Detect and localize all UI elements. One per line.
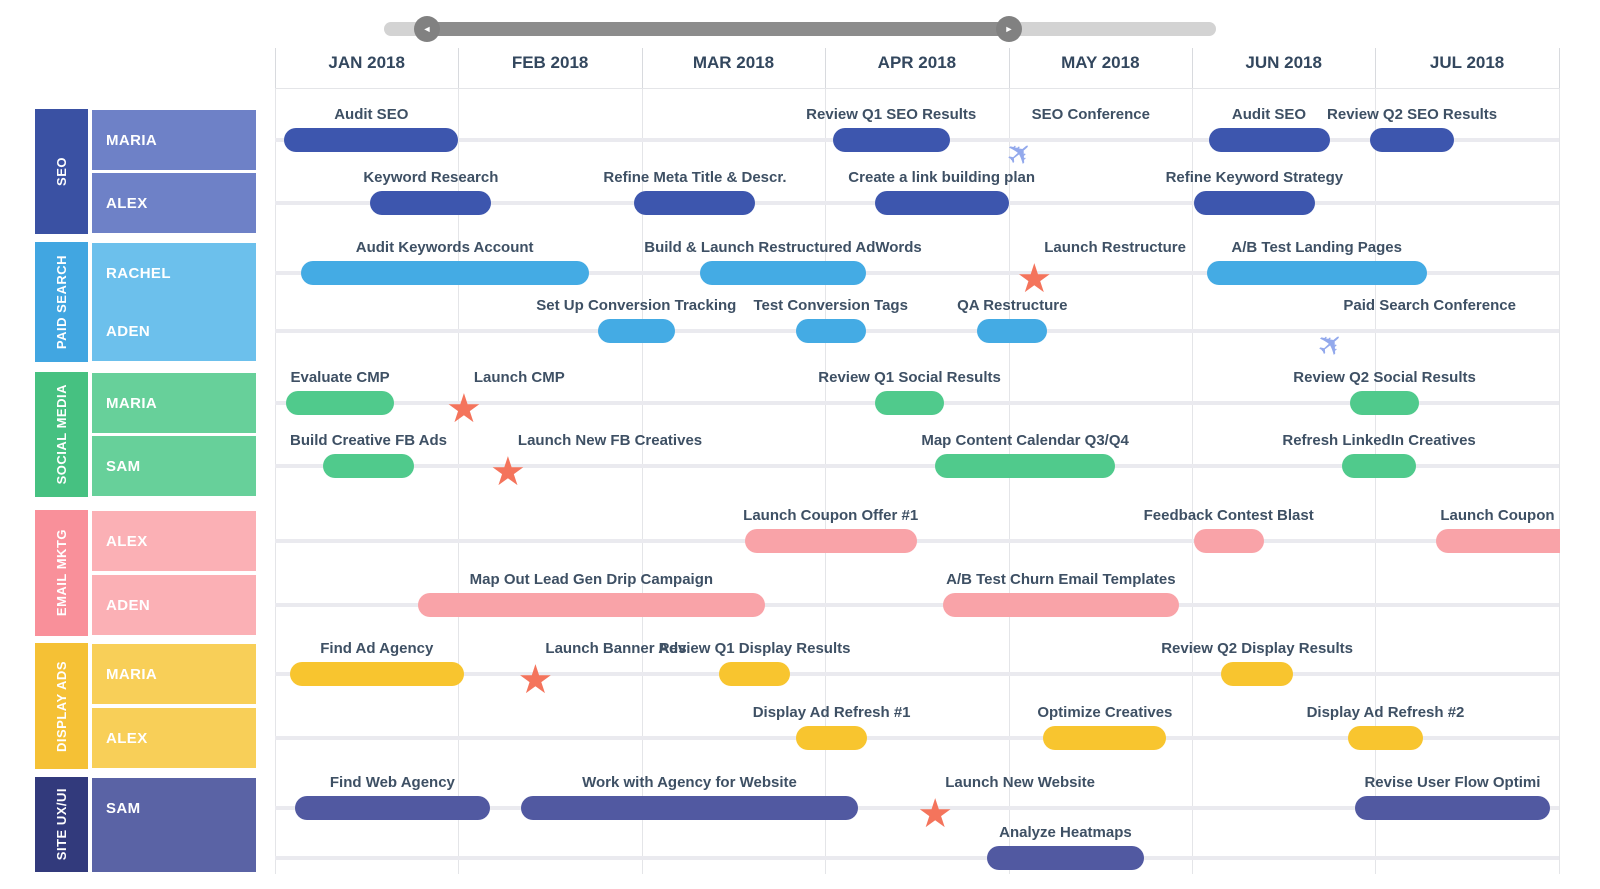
task-label: Evaluate CMP	[290, 369, 390, 386]
member-name: MARIA	[106, 665, 158, 683]
category-label: SEO	[54, 157, 69, 186]
member-row[interactable]	[92, 828, 256, 872]
event-label: Paid Search Conference	[1343, 297, 1516, 314]
member-name: ALEX	[106, 194, 148, 212]
milestone-label: Launch New Website	[945, 774, 1095, 791]
milestone-star-icon[interactable]: ★	[1016, 257, 1053, 301]
grid-line-vertical	[1192, 88, 1193, 874]
month-header-label: JUL 2018	[1429, 53, 1505, 72]
task-bar[interactable]	[1221, 662, 1293, 686]
scrollbar-handle-right[interactable]: ►	[996, 16, 1022, 42]
task-label: Map Content Calendar Q3/Q4	[921, 432, 1129, 449]
task-bar[interactable]	[1209, 128, 1330, 152]
member-name: SAM	[106, 799, 141, 817]
milestone-label: Launch New FB Creatives	[517, 432, 703, 449]
milestone-star-icon[interactable]: ★	[917, 792, 954, 836]
task-bar[interactable]	[1370, 128, 1454, 152]
header-tick	[825, 48, 826, 88]
category-block-social-media[interactable]	[35, 372, 88, 497]
task-label: Refine Keyword Strategy	[1165, 169, 1344, 186]
month-header-label: MAY 2018	[1061, 53, 1140, 72]
task-label: Review Q1 SEO Results	[806, 106, 977, 123]
month-header-label: MAR 2018	[692, 53, 775, 72]
member-row[interactable]	[92, 173, 256, 233]
task-label: Launch Coupon	[1440, 507, 1555, 524]
task-bar[interactable]	[323, 454, 415, 478]
milestone-star-icon[interactable]: ★	[489, 450, 526, 494]
grid-line-vertical	[1375, 88, 1376, 874]
task-label: Feedback Contest Blast	[1143, 507, 1314, 524]
month-header-label: FEB 2018	[511, 53, 589, 72]
task-bar[interactable]	[1342, 454, 1415, 478]
event-airplane-icon[interactable]: ✈	[998, 131, 1041, 176]
row-baseline	[275, 539, 1559, 543]
task-bar[interactable]	[943, 593, 1180, 617]
task-label: Display Ad Refresh #1	[752, 704, 911, 721]
task-bar[interactable]	[286, 391, 394, 415]
task-label: Build & Launch Restructured AdWords	[644, 239, 922, 256]
member-row[interactable]	[92, 110, 256, 170]
task-bar[interactable]	[875, 391, 945, 415]
task-bar[interactable]	[745, 529, 917, 553]
task-bar[interactable]	[1043, 726, 1166, 750]
category-block-site-ux-ui[interactable]	[35, 777, 88, 872]
task-label: Create a link building plan	[848, 169, 1036, 186]
task-label: Review Q2 SEO Results	[1327, 106, 1498, 123]
milestone-star-icon[interactable]: ★	[445, 387, 482, 431]
month-header-label: JAN 2018	[328, 53, 405, 72]
member-row[interactable]	[92, 575, 256, 635]
task-label: Revise User Flow Optimi	[1364, 774, 1541, 791]
member-row[interactable]	[92, 373, 256, 433]
scrollbar-handle-left[interactable]: ◄	[414, 16, 440, 42]
task-label: Analyze Heatmaps	[999, 824, 1132, 841]
task-label: Audit SEO	[334, 106, 409, 123]
member-name: RACHEL	[106, 264, 171, 282]
task-label: Map Out Lead Gen Drip Campaign	[469, 571, 714, 588]
task-bar[interactable]	[370, 191, 491, 215]
task-bar[interactable]	[290, 662, 464, 686]
category-block-paid-search[interactable]	[35, 242, 88, 362]
task-bar[interactable]	[987, 846, 1145, 870]
task-label: A/B Test Churn Email Templates	[946, 571, 1176, 588]
task-bar[interactable]	[977, 319, 1047, 343]
milestone-label: Launch CMP	[473, 369, 565, 386]
member-row[interactable]	[92, 511, 256, 571]
milestone-label: Launch Restructure	[1044, 239, 1186, 256]
category-label: SOCIAL MEDIA	[54, 384, 69, 485]
milestone-star-icon[interactable]: ★	[517, 658, 554, 702]
task-bar[interactable]	[700, 261, 865, 285]
task-bar[interactable]	[796, 726, 868, 750]
task-label: Set Up Conversion Tracking	[536, 297, 737, 314]
header-tick	[1009, 48, 1010, 88]
category-block-seo[interactable]	[35, 109, 88, 234]
member-row[interactable]	[92, 436, 256, 496]
task-label: Find Ad Agency	[320, 640, 434, 657]
task-bar[interactable]	[598, 319, 675, 343]
header-tick	[642, 48, 643, 88]
task-bar[interactable]	[935, 454, 1115, 478]
task-bar[interactable]	[418, 593, 765, 617]
task-label: Keyword Research	[363, 169, 499, 186]
task-label: QA Restructure	[957, 297, 1068, 314]
task-bar[interactable]	[796, 319, 866, 343]
task-label: Review Q1 Display Results	[658, 640, 851, 657]
event-label: SEO Conference	[1031, 106, 1150, 123]
member-name: ALEX	[106, 729, 148, 747]
member-row[interactable]	[92, 644, 256, 704]
task-label: Launch Coupon Offer #1	[743, 507, 919, 524]
header-tick	[458, 48, 459, 88]
header-tick	[275, 48, 276, 88]
row-baseline	[275, 672, 1559, 676]
member-name: ADEN	[106, 596, 151, 614]
member-name: ADEN	[106, 322, 151, 340]
member-row[interactable]	[92, 301, 256, 361]
task-bar[interactable]	[875, 191, 1009, 215]
milestone-label: Launch Banner Ads	[545, 640, 687, 657]
member-name: MARIA	[106, 131, 158, 149]
category-block-display-ads[interactable]	[35, 643, 88, 769]
header-bottom-line	[275, 88, 1559, 89]
member-name: ALEX	[106, 532, 148, 550]
row-baseline	[275, 329, 1559, 333]
task-label: Refresh LinkedIn Creatives	[1282, 432, 1476, 449]
task-bar[interactable]	[1436, 529, 1560, 553]
row-baseline	[275, 856, 1559, 860]
task-bar[interactable]	[295, 796, 489, 820]
category-label: DISPLAY ADS	[54, 660, 69, 752]
task-label: Test Conversion Tags	[753, 297, 908, 314]
task-bar[interactable]	[284, 128, 458, 152]
task-bar[interactable]	[719, 662, 791, 686]
grid-line-vertical	[1559, 88, 1560, 874]
task-label: Refine Meta Title & Descr.	[603, 169, 787, 186]
task-bar[interactable]	[1350, 391, 1420, 415]
task-label: A/B Test Landing Pages	[1231, 239, 1402, 256]
member-name: MARIA	[106, 394, 158, 412]
task-label: Audit SEO	[1231, 106, 1307, 123]
month-header-label: APR 2018	[877, 53, 957, 72]
task-bar[interactable]	[833, 128, 950, 152]
gantt-sidebar	[0, 0, 275, 889]
header-tick	[1375, 48, 1376, 88]
task-label: Audit Keywords Account	[355, 239, 534, 256]
task-label: Build Creative FB Ads	[290, 432, 448, 449]
member-name: SAM	[106, 457, 141, 475]
grid-line-vertical	[825, 88, 826, 874]
task-label: Display Ad Refresh #2	[1306, 704, 1465, 721]
header-tick	[1559, 48, 1560, 88]
task-label: Find Web Agency	[329, 774, 455, 791]
category-label: EMAIL MKTG	[54, 529, 69, 617]
grid-line-vertical	[1009, 88, 1010, 874]
task-bar[interactable]	[1194, 191, 1315, 215]
task-label: Review Q2 Display Results	[1161, 640, 1353, 657]
task-bar[interactable]	[1348, 726, 1423, 750]
member-row[interactable]	[92, 243, 256, 303]
event-airplane-icon[interactable]: ✈	[1309, 322, 1353, 367]
task-bar[interactable]	[1207, 261, 1427, 285]
month-header-label: JUN 2018	[1245, 53, 1322, 72]
grid-line-vertical	[275, 88, 276, 874]
task-label: Review Q2 Social Results	[1293, 369, 1476, 386]
category-label: PAID SEARCH	[54, 254, 69, 350]
task-bar[interactable]	[521, 796, 858, 820]
category-label: SITE UX/UI	[54, 788, 69, 861]
header-tick	[1192, 48, 1193, 88]
member-row[interactable]	[92, 708, 256, 768]
task-bar[interactable]	[301, 261, 589, 285]
category-block-email-mktg[interactable]	[35, 510, 88, 636]
task-bar[interactable]	[1194, 529, 1264, 553]
task-label: Review Q1 Social Results	[818, 369, 1001, 386]
task-bar[interactable]	[1355, 796, 1549, 820]
task-label: Work with Agency for Website	[582, 774, 797, 791]
task-label: Optimize Creatives	[1037, 704, 1173, 721]
task-bar[interactable]	[634, 191, 755, 215]
